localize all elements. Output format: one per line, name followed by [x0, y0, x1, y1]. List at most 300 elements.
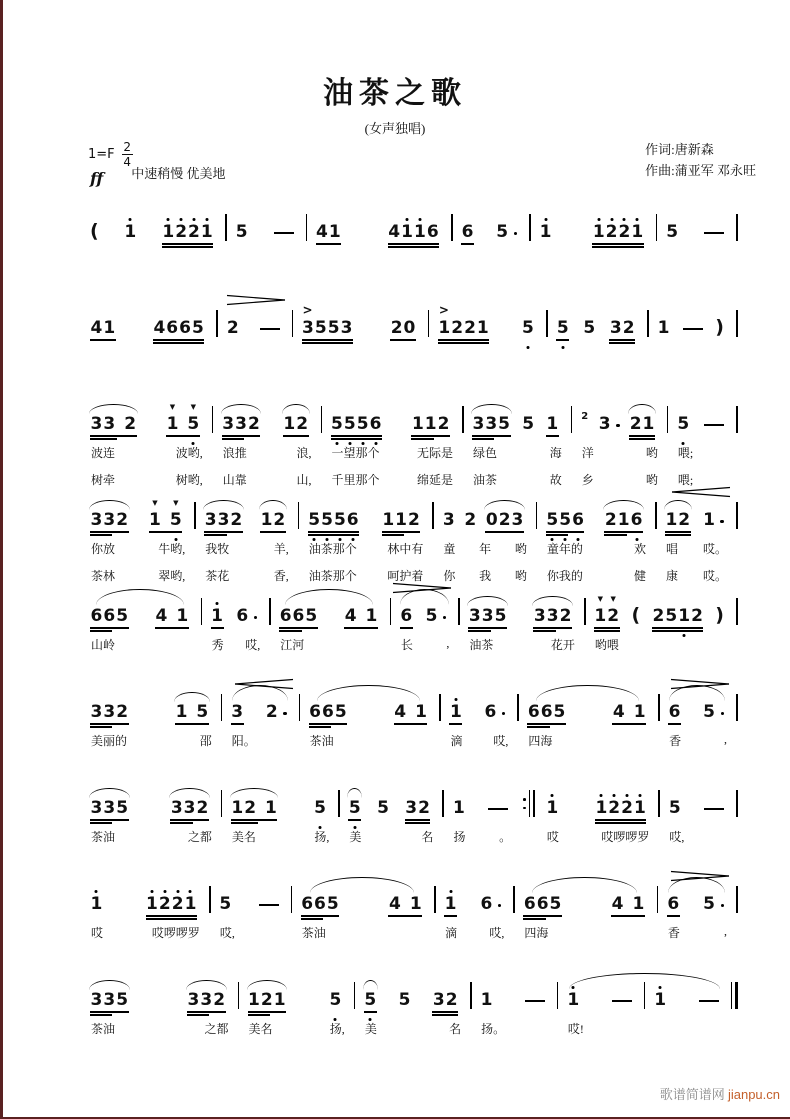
crescendo-hairpin — [670, 486, 732, 498]
note-digit: 3 — [472, 414, 485, 434]
note-group — [283, 416, 309, 433]
note-digit: 5 — [196, 702, 209, 722]
phrase-slur — [536, 685, 639, 701]
lyric-line — [223, 732, 299, 750]
octave-dot-above — [163, 890, 166, 893]
note-group — [394, 704, 428, 721]
note-digit: 1 — [411, 414, 424, 434]
phrase-slur — [310, 877, 415, 893]
lyric-line — [460, 636, 584, 654]
note-digit: 5 — [348, 800, 361, 817]
note-digit: 5 — [665, 606, 678, 626]
score-system-8 — [82, 869, 738, 965]
note-digit: 4 — [316, 222, 328, 242]
lyric-syllable: 海 — [549, 446, 562, 460]
barline — [529, 790, 531, 817]
note-digit: 3 — [90, 510, 103, 530]
augmentation-dot — [721, 712, 725, 716]
note-digit: 5 — [377, 798, 389, 818]
note-group — [329, 992, 342, 1009]
note-digit: 1 — [283, 414, 296, 434]
note-digit: 2 — [445, 990, 458, 1010]
note-group — [442, 512, 455, 529]
octave-dot-below — [174, 538, 177, 541]
lyric-syllable: 名 — [421, 830, 434, 844]
lyric-syllable: 喂; — [677, 473, 694, 487]
lyric-syllable: 山岭 — [91, 638, 116, 652]
measure — [453, 197, 529, 243]
note-group — [595, 800, 646, 817]
note-group — [235, 224, 248, 241]
note-group — [438, 303, 489, 338]
note-digit: 2 — [124, 414, 137, 434]
lyric-line — [301, 732, 440, 750]
note-digit: 2 — [244, 798, 257, 818]
note-group — [461, 224, 474, 241]
dash-note — [274, 232, 294, 234]
note-group — [452, 800, 465, 817]
lyric-line — [240, 1020, 354, 1038]
note-digit: 5 — [329, 992, 342, 1009]
barline-stroke — [736, 406, 738, 433]
note-digit: 6 — [540, 702, 553, 722]
note-digit: 5 — [116, 606, 129, 626]
octave-dot-above — [180, 218, 183, 221]
octave-dot-above — [600, 794, 603, 797]
note-group — [657, 320, 670, 337]
note-digit: 1 — [162, 224, 175, 241]
note-digit: 1 — [631, 224, 644, 241]
measure — [227, 197, 305, 243]
lyric-line — [472, 1020, 557, 1038]
slur-arc — [484, 500, 525, 510]
lyric-syllable: 唱 — [665, 542, 678, 556]
lyric-syllable: 喂; — [677, 446, 694, 460]
note-group — [527, 704, 566, 721]
measure-notes — [223, 677, 299, 723]
note-digit: 6 — [166, 318, 179, 338]
score-system-2 — [82, 293, 738, 389]
lyric-syllable: 一望那个 — [331, 446, 380, 460]
note-digit: 4 — [611, 894, 624, 914]
note-digit: 1 — [546, 414, 559, 434]
lyric-syllable: 故 — [549, 473, 562, 487]
lyric-syllable: 花开 — [550, 638, 575, 652]
staccato-mark: ▼ — [169, 403, 176, 411]
measure-notes — [430, 293, 547, 339]
barline-stroke — [736, 886, 738, 913]
note-digit: 5 — [191, 318, 204, 338]
note-digit: 1 — [260, 510, 273, 530]
note-digit: 5 — [522, 414, 535, 434]
note-digit: 3 — [90, 990, 103, 1010]
note-digit: 2 — [652, 606, 665, 626]
decrescendo-hairpin — [226, 294, 288, 306]
note-digit: 3 — [90, 414, 103, 434]
octave-dot-above — [454, 698, 457, 701]
note-digit: 1 — [382, 510, 395, 530]
accent-mark: > — [438, 303, 449, 317]
measure — [82, 293, 216, 339]
note-digit: 2 — [226, 318, 239, 338]
note-digit: 1 — [365, 606, 378, 626]
note-digit: 5 — [494, 606, 507, 626]
score-system-6 — [82, 677, 738, 773]
lyric-line — [586, 636, 736, 654]
measure-notes — [227, 197, 305, 243]
note-digit: 1 — [124, 224, 137, 241]
octave-dot-below — [319, 826, 322, 829]
note-digit: 4 — [388, 222, 401, 242]
note-group — [472, 416, 511, 433]
note-group — [609, 320, 635, 337]
lyric-syllable: 林中有 — [387, 542, 424, 556]
note-digit: 3 — [609, 318, 622, 338]
note-group — [480, 896, 501, 913]
lyric-syllable: 童 — [443, 542, 456, 556]
lyric-line — [196, 540, 298, 558]
note-digit: 4 — [388, 894, 401, 914]
note-digit: 5 — [364, 992, 377, 1009]
measure — [196, 485, 298, 585]
measure — [441, 677, 517, 750]
note-digit: 1 — [328, 222, 341, 242]
lyric-line — [82, 924, 209, 942]
staccato-mark: ▼ — [190, 403, 197, 411]
score-system-9 — [82, 965, 738, 1061]
notation-area — [82, 197, 738, 1061]
note-digit: 3 — [103, 510, 116, 530]
lyric-syllable: 欢 — [633, 542, 646, 556]
measure — [308, 197, 452, 243]
lyric-syllable: 邵 — [199, 734, 212, 748]
note-group — [485, 512, 524, 529]
octave-dot-above — [636, 218, 639, 221]
note-group — [153, 320, 204, 337]
note-digit: 5 — [583, 318, 596, 338]
measure-notes — [515, 869, 656, 915]
score-system-7 — [82, 773, 738, 869]
lyric-syllable: 千里那个 — [331, 473, 380, 487]
lyric-syllable: 哎, — [669, 830, 685, 844]
key-signature: 1=F — [88, 147, 115, 162]
augmentation-dot — [616, 424, 620, 428]
note-digit: 2 — [408, 510, 420, 530]
note-group — [162, 224, 213, 241]
dash-note — [704, 808, 724, 810]
slur-arc — [347, 788, 362, 798]
note-group — [432, 992, 458, 1009]
lyric-line — [203, 636, 270, 654]
lyric-syllable: 健 — [633, 569, 646, 583]
note-digit: 2 — [622, 318, 635, 338]
note-group — [480, 992, 493, 1009]
lyric-syllable: 四海 — [528, 734, 553, 748]
note-group — [522, 416, 535, 433]
phrase-slur — [96, 589, 184, 605]
measure-notes — [308, 197, 452, 243]
barline — [736, 581, 738, 654]
note-group — [522, 320, 535, 337]
measure — [515, 869, 656, 942]
note-digit: 3 — [200, 990, 213, 1010]
note-group — [703, 704, 724, 721]
lyric-syllable: 长 — [400, 638, 413, 652]
note-digit: 3 — [511, 510, 524, 530]
note-group — [219, 896, 232, 913]
staccato-mark: ▼ — [597, 595, 604, 603]
note-digit: 5 — [314, 800, 327, 817]
note-group — [222, 416, 261, 433]
note-digit: 2 — [230, 510, 243, 530]
lyric-syllable: 香 — [669, 734, 682, 748]
tempo-dynamic-row — [90, 166, 226, 188]
lyric-line — [659, 924, 736, 942]
lyric-line — [82, 636, 201, 654]
note-group — [449, 704, 462, 721]
system-row — [82, 677, 738, 750]
note-group — [309, 704, 348, 721]
lyric-line — [538, 828, 658, 846]
note-digit: 2 — [464, 318, 476, 338]
barline — [736, 389, 738, 489]
note-group — [539, 224, 552, 241]
note-digit: 6 — [346, 512, 359, 529]
note-group — [666, 224, 679, 241]
lyric-syllable: 牛哟, — [158, 542, 186, 556]
lyric-syllable: 哎, — [245, 638, 261, 652]
slur-arc — [186, 980, 227, 990]
lyric-syllable: 年 — [479, 542, 492, 556]
lyric-line — [538, 540, 655, 558]
measure — [301, 677, 440, 750]
note-digit: 6 — [527, 702, 540, 722]
note-digit: 4 — [612, 702, 625, 722]
note-digit: 5 — [343, 416, 356, 433]
measure — [82, 389, 212, 489]
note-group — [90, 608, 129, 625]
note-group — [170, 800, 209, 817]
system-row — [82, 773, 738, 846]
measure — [657, 485, 736, 585]
note-digit: 3 — [442, 510, 455, 530]
note-digit: 2 — [260, 990, 273, 1010]
system-row — [82, 197, 738, 243]
note-group — [668, 704, 681, 721]
credits — [645, 139, 756, 182]
lyric-line — [82, 828, 221, 846]
dynamic-marking: ff — [90, 169, 104, 188]
lyric-syllable: 绵延是 — [416, 473, 453, 487]
note-group — [364, 992, 377, 1009]
note-digit: 3 — [103, 798, 116, 818]
watermark-link[interactable]: jianpu.cn — [727, 1087, 780, 1102]
note-digit: 6 — [292, 606, 305, 626]
measure-notes — [196, 485, 298, 531]
measure-notes — [660, 773, 736, 819]
note-digit: 4 — [90, 318, 103, 338]
measure — [660, 677, 736, 750]
note-group — [468, 608, 507, 625]
note-digit: 5 — [235, 222, 248, 242]
note-group — [90, 992, 129, 1009]
measure-notes — [300, 485, 433, 531]
measure — [82, 485, 194, 585]
note-group — [604, 512, 643, 529]
note-group — [155, 608, 189, 625]
note-digit: 1 — [415, 702, 427, 722]
note-digit: 5 — [116, 798, 129, 818]
note-digit: 6 — [668, 702, 681, 722]
measure — [464, 389, 571, 489]
octave-dot-below — [313, 538, 316, 541]
score-meta — [0, 139, 790, 197]
note-group — [260, 512, 286, 529]
system-row — [82, 485, 738, 585]
note-digit: 2 — [188, 224, 201, 241]
note-digit: 5 — [333, 512, 346, 529]
dash-note — [704, 232, 724, 234]
measure-notes — [82, 869, 209, 915]
note-group — [546, 416, 559, 433]
system-row — [82, 389, 738, 489]
measure — [293, 869, 434, 942]
lyric-syllable: 哎啰啰罗 — [601, 830, 650, 844]
measure — [82, 581, 201, 654]
lyric-syllable: 滴 — [450, 734, 463, 748]
note-digit: 5 — [556, 320, 569, 337]
note-digit: 3 — [405, 798, 418, 818]
grace-note-group — [581, 412, 589, 422]
note-digit: 2 — [171, 896, 184, 913]
note-group — [90, 320, 116, 337]
lyric-syllable: 茶油 — [91, 1022, 116, 1036]
lyric-syllable: 之都 — [187, 830, 212, 844]
measure-notes — [218, 293, 291, 339]
note-digit: 1 — [452, 798, 465, 818]
measure — [538, 485, 655, 585]
note-digit: 3 — [340, 318, 353, 338]
slur-arc — [603, 500, 644, 510]
note-digit: 2 — [451, 318, 464, 338]
measure — [223, 773, 339, 846]
note-group — [523, 896, 562, 913]
note-digit: 5 — [546, 512, 559, 529]
note-digit: 2 — [618, 224, 631, 241]
score-system-1 — [82, 197, 738, 293]
note-group — [629, 416, 655, 433]
note-digit: 1 — [146, 896, 159, 913]
note-group — [444, 896, 457, 913]
note-group — [146, 896, 197, 913]
barline-stroke — [736, 214, 738, 241]
slur-arc — [169, 788, 210, 798]
slur-arc — [467, 596, 508, 606]
slur-arc — [230, 788, 279, 798]
note-digit: 2 — [273, 510, 286, 530]
note-digit: 2 — [418, 798, 430, 818]
note-digit: 2 — [247, 414, 260, 434]
lyric-syllable: 油茶 — [469, 638, 494, 652]
decrescendo-hairpin — [670, 678, 732, 690]
note-digit: 2 — [604, 510, 617, 530]
note-digit: 1 — [395, 510, 407, 530]
note-digit: 1 — [413, 224, 426, 241]
parenthesis: ( — [90, 220, 99, 242]
note-digit: 3 — [485, 414, 498, 434]
slur-arc — [282, 404, 310, 414]
measure-notes — [82, 197, 225, 243]
note-group — [654, 992, 667, 1009]
note-digit: 1 — [539, 224, 552, 241]
measure — [548, 293, 647, 339]
note-group — [301, 896, 340, 913]
note-digit: 1 — [231, 798, 244, 818]
note-digit: 1 — [273, 990, 286, 1010]
note-digit: 3 — [235, 414, 247, 434]
measure-notes — [240, 965, 354, 1011]
lyric-syllable: 哟 — [514, 542, 527, 556]
measure-notes — [669, 389, 736, 435]
octave-dot-above — [638, 794, 641, 797]
augmentation-dot — [514, 232, 518, 236]
augmentation-dot — [721, 904, 725, 908]
note-group — [388, 896, 422, 913]
measure-notes — [538, 773, 658, 819]
lyric-syllable: 洋 — [581, 446, 594, 460]
note-group — [567, 992, 580, 1009]
lyric-syllable: 滴 — [445, 926, 458, 940]
slur-arc — [89, 980, 130, 990]
note-digit: 2 — [116, 510, 129, 530]
note-group — [652, 608, 703, 625]
note-group — [90, 704, 129, 721]
note-digit: 2 — [213, 990, 226, 1010]
octave-dot-below — [348, 442, 351, 445]
note-group — [667, 896, 680, 913]
measure — [240, 965, 354, 1038]
note-group — [677, 416, 690, 433]
measure — [82, 677, 221, 750]
note-digit: 5 — [549, 894, 562, 914]
measure-notes — [586, 581, 736, 627]
lyric-line — [669, 444, 736, 462]
measure-notes — [82, 293, 216, 339]
note-digit: 5 — [116, 990, 129, 1010]
lyric-line — [300, 540, 433, 558]
slur-arc — [203, 500, 244, 510]
lyric-syllable: 哎啰啰罗 — [151, 926, 200, 940]
note-digit: 2 — [559, 606, 572, 626]
slur-arc — [247, 980, 288, 990]
note-group — [594, 595, 620, 626]
note-group — [382, 512, 421, 529]
lyric-syllable: 哟 — [514, 569, 527, 583]
note-group — [308, 512, 359, 529]
note-group — [331, 416, 382, 433]
barline — [736, 773, 738, 846]
note-digit: 1 — [103, 318, 116, 338]
lyric-syllable: 哎。 — [702, 569, 727, 583]
octave-dot-above — [176, 890, 179, 893]
note-digit: 2 — [116, 702, 129, 722]
phrase-slur — [532, 877, 637, 893]
note-group — [377, 800, 390, 817]
note-digit: 3 — [222, 414, 235, 434]
note-digit: 1 — [678, 608, 691, 625]
measure — [392, 581, 459, 654]
measure-notes — [293, 869, 434, 915]
